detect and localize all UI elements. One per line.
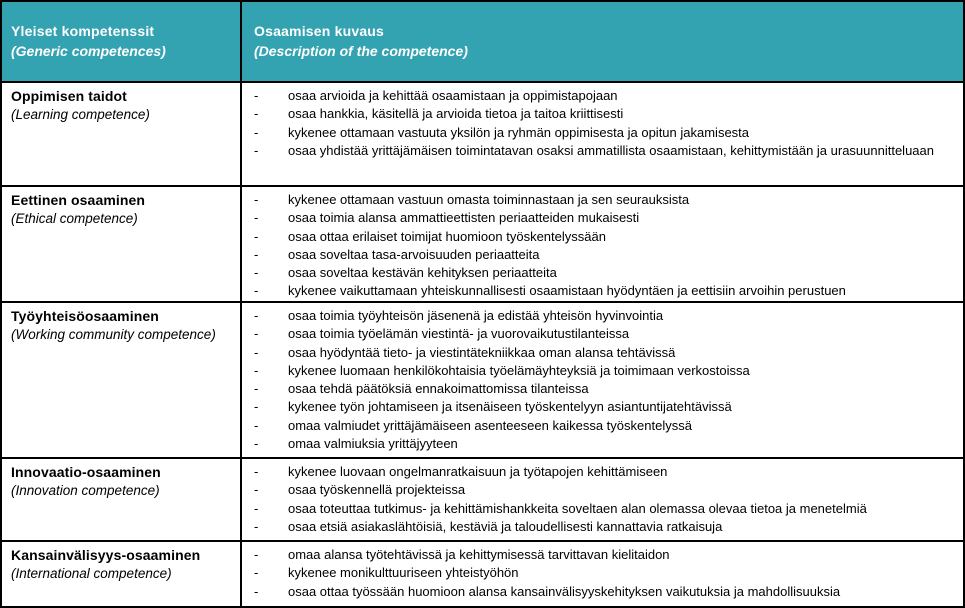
- competence-title: Kansainvälisyys-osaaminen: [11, 547, 201, 563]
- bullet-text: osaa yhdistää yrittäjämäisen toimintatavan osaksi ammatillista osaamistaan, kehittymistään ja urasuunnitteluaan: [288, 142, 934, 158]
- bullet-dash: -: [254, 417, 259, 433]
- table-row: [2, 303, 963, 459]
- table-row: [2, 83, 963, 187]
- competence-title: Työyhteisöosaaminen: [11, 308, 159, 324]
- competence-title: Oppimisen taidot: [11, 88, 127, 104]
- bullet-dash: -: [254, 308, 259, 323]
- list-item: [242, 142, 955, 160]
- bullet-text: osaa työskennellä projekteissa: [288, 482, 466, 498]
- bullet-text: omaa valmiuksia yrittäjyyteen: [288, 436, 458, 452]
- bullet-dash: -: [254, 381, 259, 397]
- bullet-text: omaa valmiudet yrittäjämäiseen asenteeseen kaikessa työskentelyssä: [288, 417, 692, 433]
- header-col2-title: Osaamisen kuvaus: [254, 23, 385, 39]
- bullet-dash: -: [254, 464, 259, 479]
- list-item: [242, 583, 955, 601]
- bullet-text: osaa toimia työyhteisön jäsenenä ja edistää yhteisön hyvinvointia: [288, 308, 664, 323]
- bullet-list: [242, 546, 955, 601]
- list-item: [242, 209, 955, 227]
- competence-cell: [2, 83, 242, 185]
- list-item: [242, 481, 955, 499]
- description-cell: [242, 542, 963, 606]
- bullet-dash: -: [254, 436, 259, 452]
- list-item: [242, 264, 955, 282]
- table-row: [2, 459, 963, 542]
- competence-subtitle: (Working community competence): [11, 327, 216, 342]
- description-cell: [242, 83, 963, 185]
- table-header: [2, 2, 963, 83]
- bullet-text: osaa toimia työelämän viestintä- ja vuorovaikutustilanteissa: [288, 326, 630, 342]
- table-row: [2, 542, 963, 606]
- competence-title: Innovaatio-osaaminen: [11, 464, 161, 480]
- bullet-text: kykenee luovaan ongelmanratkaisuun ja työtapojen kehittämiseen: [288, 464, 668, 479]
- list-item: [242, 564, 955, 582]
- competence-cell: [2, 459, 242, 540]
- competence-subtitle: (Innovation competence): [11, 483, 160, 498]
- bullet-text: osaa soveltaa kestävän kehityksen periaatteita: [288, 265, 557, 281]
- bullet-dash: -: [254, 583, 259, 599]
- bullet-text: osaa ottaa erilaiset toimijat huomioon työskentelyssään: [288, 228, 606, 244]
- bullet-dash: -: [254, 344, 259, 360]
- bullet-dash: -: [254, 326, 259, 342]
- bullet-list: [242, 87, 955, 160]
- bullet-dash: -: [254, 265, 259, 281]
- competence-title: Eettinen osaaminen: [11, 192, 146, 208]
- bullet-text: osaa soveltaa tasa-arvoisuuden periaatteita: [288, 246, 540, 262]
- bullet-dash: -: [254, 518, 259, 534]
- list-item: [242, 87, 955, 105]
- list-item: [242, 417, 955, 435]
- list-item: [242, 435, 955, 453]
- competence-cell: [2, 542, 242, 606]
- competence-cell: [2, 303, 242, 457]
- bullet-text: kykenee luomaan henkilökohtaisia työelämäyhteyksiä ja toimimaan verkostoissa: [288, 362, 750, 378]
- list-item: [242, 191, 955, 209]
- list-item: [242, 325, 955, 343]
- competence-subtitle: (Learning competence): [11, 107, 150, 122]
- bullet-dash: -: [254, 88, 259, 103]
- bullet-text: osaa etsiä asiakaslähtöisiä, kestäviä ja taloudellisesti kannattavia ratkaisuja: [288, 518, 723, 534]
- list-item: [242, 246, 955, 264]
- bullet-dash: -: [254, 124, 259, 140]
- bullet-dash: -: [254, 362, 259, 378]
- bullet-list: [242, 307, 955, 453]
- bullet-list: [242, 191, 955, 301]
- list-item: [242, 546, 955, 564]
- bullet-text: osaa toteuttaa tutkimus- ja kehittämishankkeita soveltaen alan olemassa olevaa tietoa ja menetelmiä: [288, 500, 867, 516]
- bullet-dash: -: [254, 228, 259, 244]
- header-col1-subtitle: (Generic competences): [11, 43, 166, 59]
- description-cell: [242, 187, 963, 301]
- list-item: [242, 307, 955, 325]
- list-item: [242, 500, 955, 518]
- bullet-text: kykenee ottamaan vastuun omasta toiminnastaan ja sen seurauksista: [288, 192, 690, 207]
- list-item: [242, 228, 955, 246]
- competence-cell: [2, 187, 242, 301]
- list-item: [242, 518, 955, 536]
- bullet-dash: -: [254, 283, 259, 299]
- bullet-dash: -: [254, 500, 259, 516]
- list-item: [242, 398, 955, 416]
- bullet-text: kykenee ottamaan vastuuta yksilön ja ryhmän oppimisesta ja opitun jakamisesta: [288, 124, 750, 140]
- list-item: [242, 362, 955, 380]
- description-cell: [242, 303, 963, 457]
- bullet-dash: -: [254, 210, 259, 226]
- competence-subtitle: (Ethical competence): [11, 211, 138, 226]
- header-col1-title: Yleiset kompetenssit: [11, 23, 155, 39]
- bullet-dash: -: [254, 192, 259, 207]
- list-item: [242, 344, 955, 362]
- bullet-dash: -: [254, 547, 259, 562]
- bullet-text: kykenee vaikuttamaan yhteiskunnallisesti osaamistaan hyödyntäen ja eettisiin arvoihin perustuen: [288, 283, 846, 299]
- bullet-text: osaa tehdä päätöksiä ennakoimattomissa tilanteissa: [288, 381, 589, 397]
- bullet-text: osaa arvioida ja kehittää osaamistaan ja oppimistapojaan: [288, 88, 618, 103]
- description-cell: [242, 459, 963, 540]
- list-item: [242, 124, 955, 142]
- bullet-text: osaa toimia alansa ammattieettisten periaatteiden mukaisesti: [288, 210, 640, 226]
- bullet-dash: -: [254, 399, 259, 415]
- bullet-text: osaa hyödyntää tieto- ja viestintätekniikkaa oman alansa tehtävissä: [288, 344, 676, 360]
- competence-subtitle: (International competence): [11, 566, 172, 581]
- list-item: [242, 282, 955, 300]
- list-item: [242, 463, 955, 481]
- bullet-text: omaa alansa työtehtävissä ja kehittymisessä tarvittavan kielitaidon: [288, 547, 670, 562]
- bullet-dash: -: [254, 106, 259, 122]
- bullet-list: [242, 463, 955, 536]
- table-row: [2, 187, 963, 303]
- bullet-text: osaa hankkia, käsitellä ja arvioida tietoa ja taitoa kriittisesti: [288, 106, 624, 122]
- bullet-dash: -: [254, 482, 259, 498]
- header-cell-generic-competences: [2, 2, 242, 81]
- list-item: [242, 105, 955, 123]
- header-cell-description: [242, 2, 963, 81]
- bullet-dash: -: [254, 246, 259, 262]
- bullet-dash: -: [254, 565, 259, 581]
- bullet-text: kykenee monikulttuuriseen yhteistyöhön: [288, 565, 519, 581]
- list-item: [242, 380, 955, 398]
- bullet-text: kykenee työn johtamiseen ja itsenäiseen työskentelyyn asiantuntijatehtävissä: [288, 399, 732, 415]
- bullet-text: osaa ottaa työssään huomioon alansa kansainvälisyyskehityksen vaikutuksia ja mahdollisuuksia: [288, 583, 841, 599]
- header-col2-subtitle: (Description of the competence): [254, 43, 468, 59]
- bullet-dash: -: [254, 142, 259, 158]
